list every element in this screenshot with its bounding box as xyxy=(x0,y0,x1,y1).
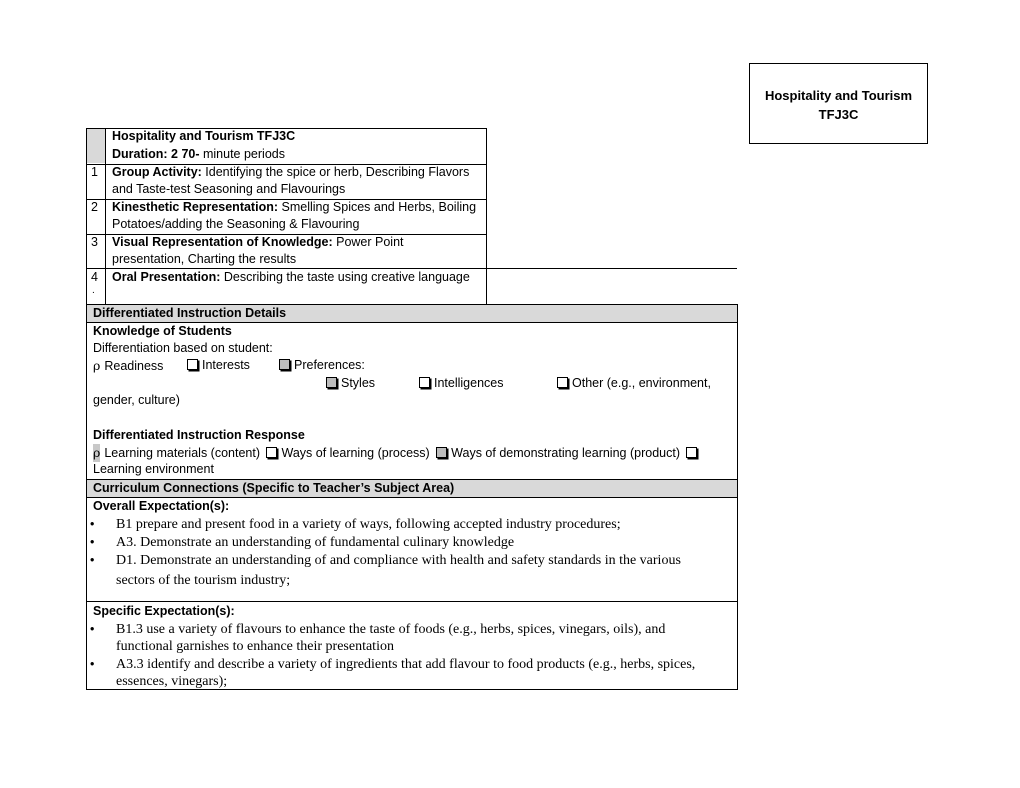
activity-row-line1: Visual Representation of Knowledge: Power Point xyxy=(112,235,404,249)
specific-item: A3.3 identify and describe a variety of ingredients that add flavour to food products (e.g., herbs, spices, xyxy=(116,657,696,672)
knowledge-heading: Knowledge of Students xyxy=(93,324,232,338)
activity-label: Oral Presentation: xyxy=(112,270,221,284)
overall-item: D1. Demonstrate an understanding of and compliance with health and safety standards in the various xyxy=(116,553,681,568)
option-intelligences[interactable]: Intelligences xyxy=(419,375,504,393)
option-readiness[interactable]: ρ Readiness xyxy=(93,358,164,373)
differentiation-based-on: Differentiation based on student: xyxy=(93,341,273,355)
row-number: 2 xyxy=(91,200,98,214)
option-styles[interactable]: Styles xyxy=(326,375,375,393)
row-number-suffix: . xyxy=(92,285,95,296)
option-preferences[interactable]: Preferences: xyxy=(279,357,365,375)
bullet-icon: • xyxy=(90,535,95,549)
activity-row-line2: and Taste-test Seasoning and Flavourings xyxy=(112,182,346,196)
curriculum-header: Curriculum Connections (Specific to Teacher’s Subject Area) xyxy=(93,481,455,495)
overall-item-continued: sectors of the tourism industry; xyxy=(116,573,291,588)
rho-marker: ρ xyxy=(93,445,101,460)
overall-heading: Overall Expectation(s): xyxy=(93,499,230,513)
option-other[interactable]: Other (e.g., environment, xyxy=(557,375,711,393)
duration-label: Duration: 2 70- xyxy=(112,147,200,161)
response-product[interactable]: Ways of demonstrating learning (product) xyxy=(436,446,680,460)
response-content[interactable]: ρ Learning materials (content) xyxy=(93,445,260,460)
bullet-icon: • xyxy=(90,622,95,636)
bullet-icon: • xyxy=(90,553,95,567)
course-title-box xyxy=(749,63,928,144)
specific-heading: Specific Expectation(s): xyxy=(93,604,235,618)
response-heading: Differentiated Instruction Response xyxy=(93,428,305,442)
row-number: 1 xyxy=(91,165,98,179)
specific-item: B1.3 use a variety of flavours to enhance the taste of foods (e.g., herbs, spices, vinegars, oils), and xyxy=(116,622,666,637)
activity-row-line2: Potatoes/adding the Seasoning & Flavouring xyxy=(112,217,360,231)
activity-label: Group Activity: xyxy=(112,165,202,179)
activity-label: Kinesthetic Representation: xyxy=(112,200,279,214)
response-environment: Learning environment xyxy=(93,462,214,476)
overall-item: A3. Demonstrate an understanding of fundamental culinary knowledge xyxy=(116,535,515,550)
course-code: TFJ3C xyxy=(818,107,859,122)
response-process[interactable]: Ways of learning (process) xyxy=(266,446,429,460)
duration xyxy=(112,146,285,164)
activity-row-line1: Kinesthetic Representation: Smelling Spices and Herbs, Boiling xyxy=(112,200,477,214)
activities-title: Hospitality and Tourism TFJ3C xyxy=(112,129,296,143)
checkbox-icon xyxy=(419,377,430,388)
row-number: 4 xyxy=(91,270,98,284)
response-environment-checkbox[interactable] xyxy=(686,446,701,460)
overall-item: B1 prepare and present food in a variety of ways, following accepted industry procedures; xyxy=(116,517,621,532)
specific-item-continued: functional garnishes to enhance their presentation xyxy=(116,639,394,654)
checkbox-icon xyxy=(686,447,697,458)
activity-row-line1: Group Activity: Identifying the spice or herb, Describing Flavors xyxy=(112,165,470,179)
activity-row-line2: presentation, Charting the results xyxy=(112,252,297,266)
row-number: 3 xyxy=(91,235,98,249)
duration-value: minute periods xyxy=(199,147,285,161)
checkbox-icon xyxy=(326,377,337,388)
checkbox-icon xyxy=(436,447,447,458)
bullet-icon: • xyxy=(90,517,95,531)
number-column-header xyxy=(87,129,105,163)
checkbox-icon xyxy=(266,447,277,458)
specific-item-continued: essences, vinegars); xyxy=(116,674,228,689)
checkbox-icon xyxy=(279,359,290,370)
bullet-icon: • xyxy=(90,657,95,671)
di-details-header: Differentiated Instruction Details xyxy=(93,306,287,320)
activity-row-line1: Oral Presentation: Describing the taste using creative language xyxy=(112,270,470,284)
course-title: Hospitality and Tourism xyxy=(764,88,913,103)
activity-label: Visual Representation of Knowledge: xyxy=(112,235,333,249)
checkbox-icon xyxy=(557,377,568,388)
option-other-continued: gender, culture) xyxy=(93,393,180,407)
checkbox-icon xyxy=(187,359,198,370)
option-interests[interactable]: Interests xyxy=(187,357,250,375)
rho-marker: ρ xyxy=(93,358,101,373)
response-options xyxy=(93,444,701,463)
